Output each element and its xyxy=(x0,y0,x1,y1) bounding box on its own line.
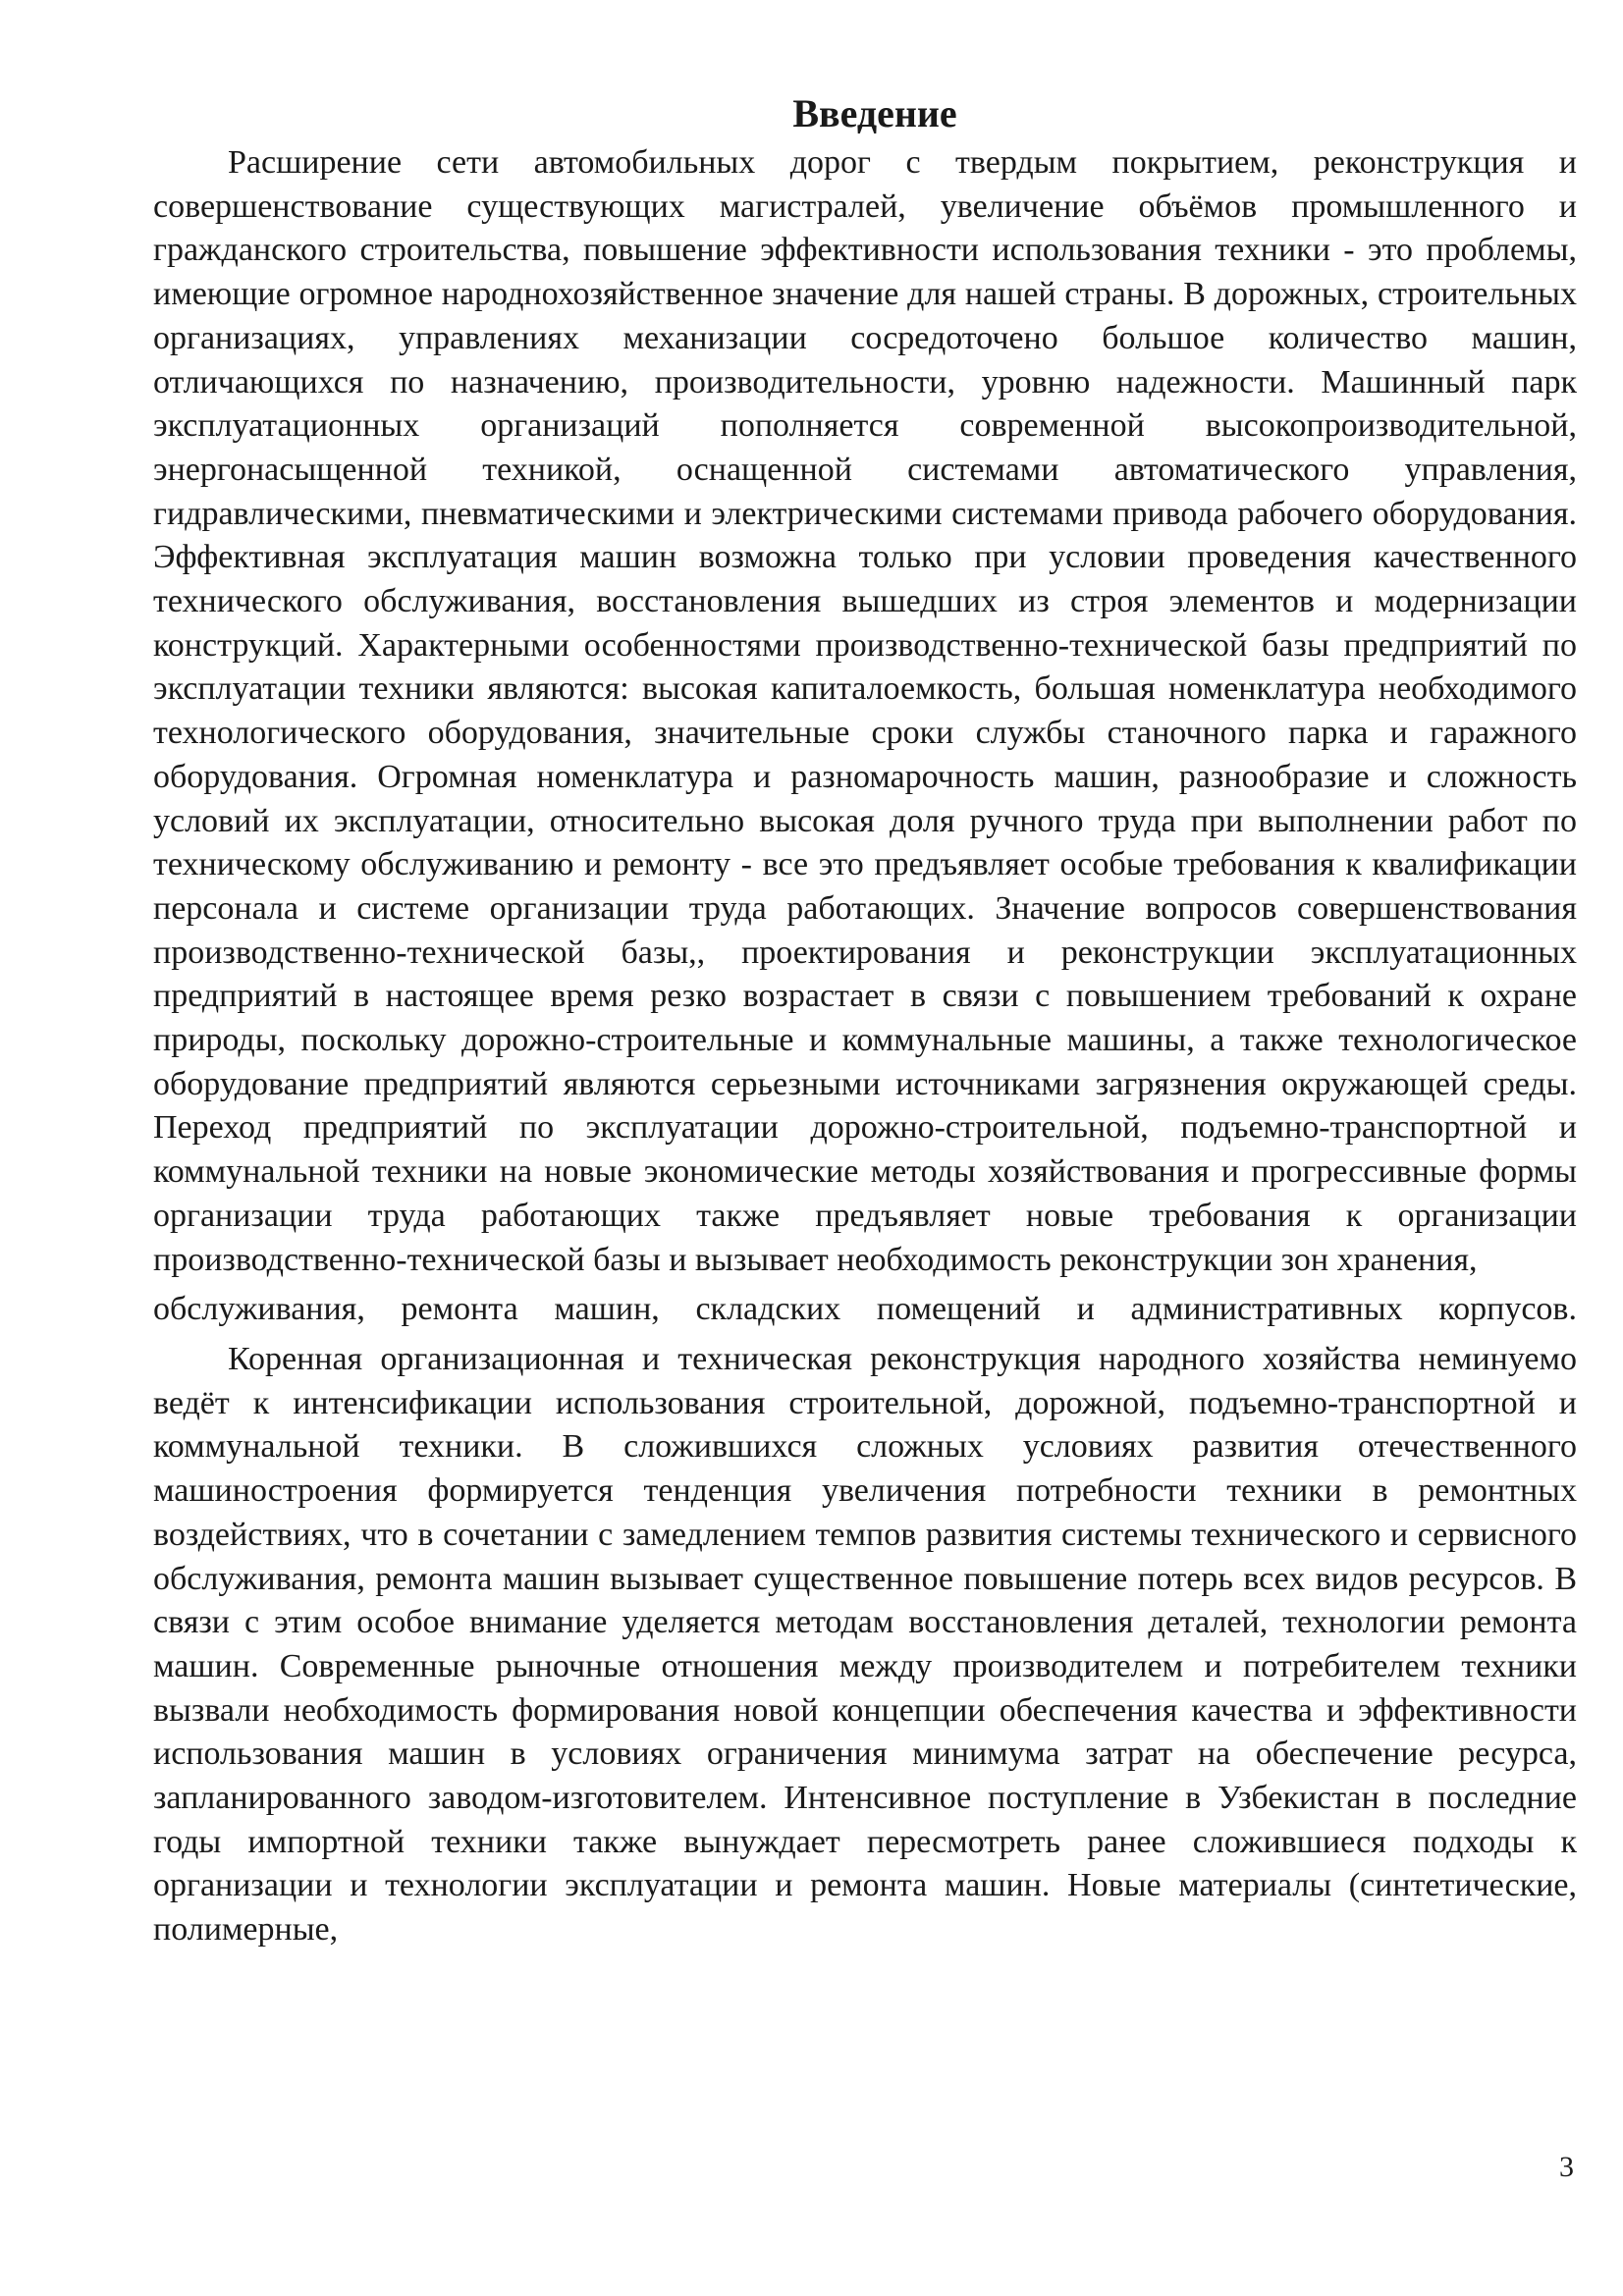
page-title: Введение xyxy=(792,91,957,135)
page-content xyxy=(153,86,1577,1952)
page-number: 3 xyxy=(1559,2151,1574,2183)
paragraph-1: Расширение сети автомобильных дорог с твердым покрытием, реконструкция и совершенствование существующих магистралей, увеличение объёмов промышленного и гражданского строительства, повышение эффективности использования техники - это проблемы, имеющие огромное народнохозяйственное значение для нашей страны. В дорожных, строительных организациях, управлениях механизации сосредоточено большое количество машин, отличающихся по назначению, производительности, уровню надежности. Машинный парк эксплуатационных организаций пополняется современной высокопроизводительной, энергонасыщенной техникой, оснащенной системами автоматического управления, гидравлическими, пневматическими и электрическими системами привода рабочего оборудования. Эффективная эксплуатация машин возможна только при условии проведения качественного технического обслуживания, восстановления вышедших из строя элементов и модернизации конструкций. Характерными особенностями производственно-технической базы предприятий по эксплуатации техники являются: высокая капиталоемкость, большая номенклатура необходимого технологического оборудования, значительные сроки службы станочного парка и гаражного оборудования. Огромная номенклатура и разномарочность машин, разнообразие и сложность условий их эксплуатации, относительно высокая доля ручного труда при выполнении работ по техническому обслуживанию и ремонту - все это предъявляет особые требования к квалификации персонала и системе организации труда работающих. Значение вопросов совершенствования производственно-технической базы,, проектирования и реконструкции эксплуатационных предприятий в настоящее время резко возрастает в связи с повышением требований к охране природы, поскольку дорожно-строительные и коммунальные машины, а также технологическое оборудование предприятий являются серьезными источниками загрязнения окружающей среды. Переход предприятий по эксплуатации дорожно-строительной, подъемно-транспортной и коммунальной техники на новые экономические методы хозяйствования и прогрессивные формы организации труда работающих также предъявляет новые требования к организации производственно-технической базы и вызывает необходимость реконструкции зон хранения, xyxy=(153,144,1577,1278)
paragraph-2: обслуживания, ремонта машин, складских помещений и административных корпусов. xyxy=(153,1291,1577,1328)
paragraph-3: Коренная организационная и техническая реконструкция народного хозяйства неминуемо ведёт к интенсификации использования строительной, дорожной, подъемно-транспортной и коммунальной техники. В сложившихся сложных условиях развития отечественного машиностроения формируется тенденция увеличения потребности техники в ремонтных воздействиях, что в сочетании с замедлением темпов развития системы технического и сервисного обслуживания, ремонта машин вызывает существенное повышение потерь всех видов ресурсов. В связи с этим особое внимание уделяется методам восстановления деталей, технологии ремонта машин. Современные рыночные отношения между производителем и потребителем техники вызвали необходимость формирования новой концепции обеспечения качества и эффективности использования машин в условиях ограничения минимума затрат на обеспечение ресурса, запланированного заводом-изготовителем. Интенсивное поступление в Узбекистан в последние годы импортной техники также вынуждает пересмотреть ранее сложившиеся подходы к организации и технологии эксплуатации и ремонта машин. Новые материалы (синтетические, полимерные, xyxy=(153,1340,1577,1949)
